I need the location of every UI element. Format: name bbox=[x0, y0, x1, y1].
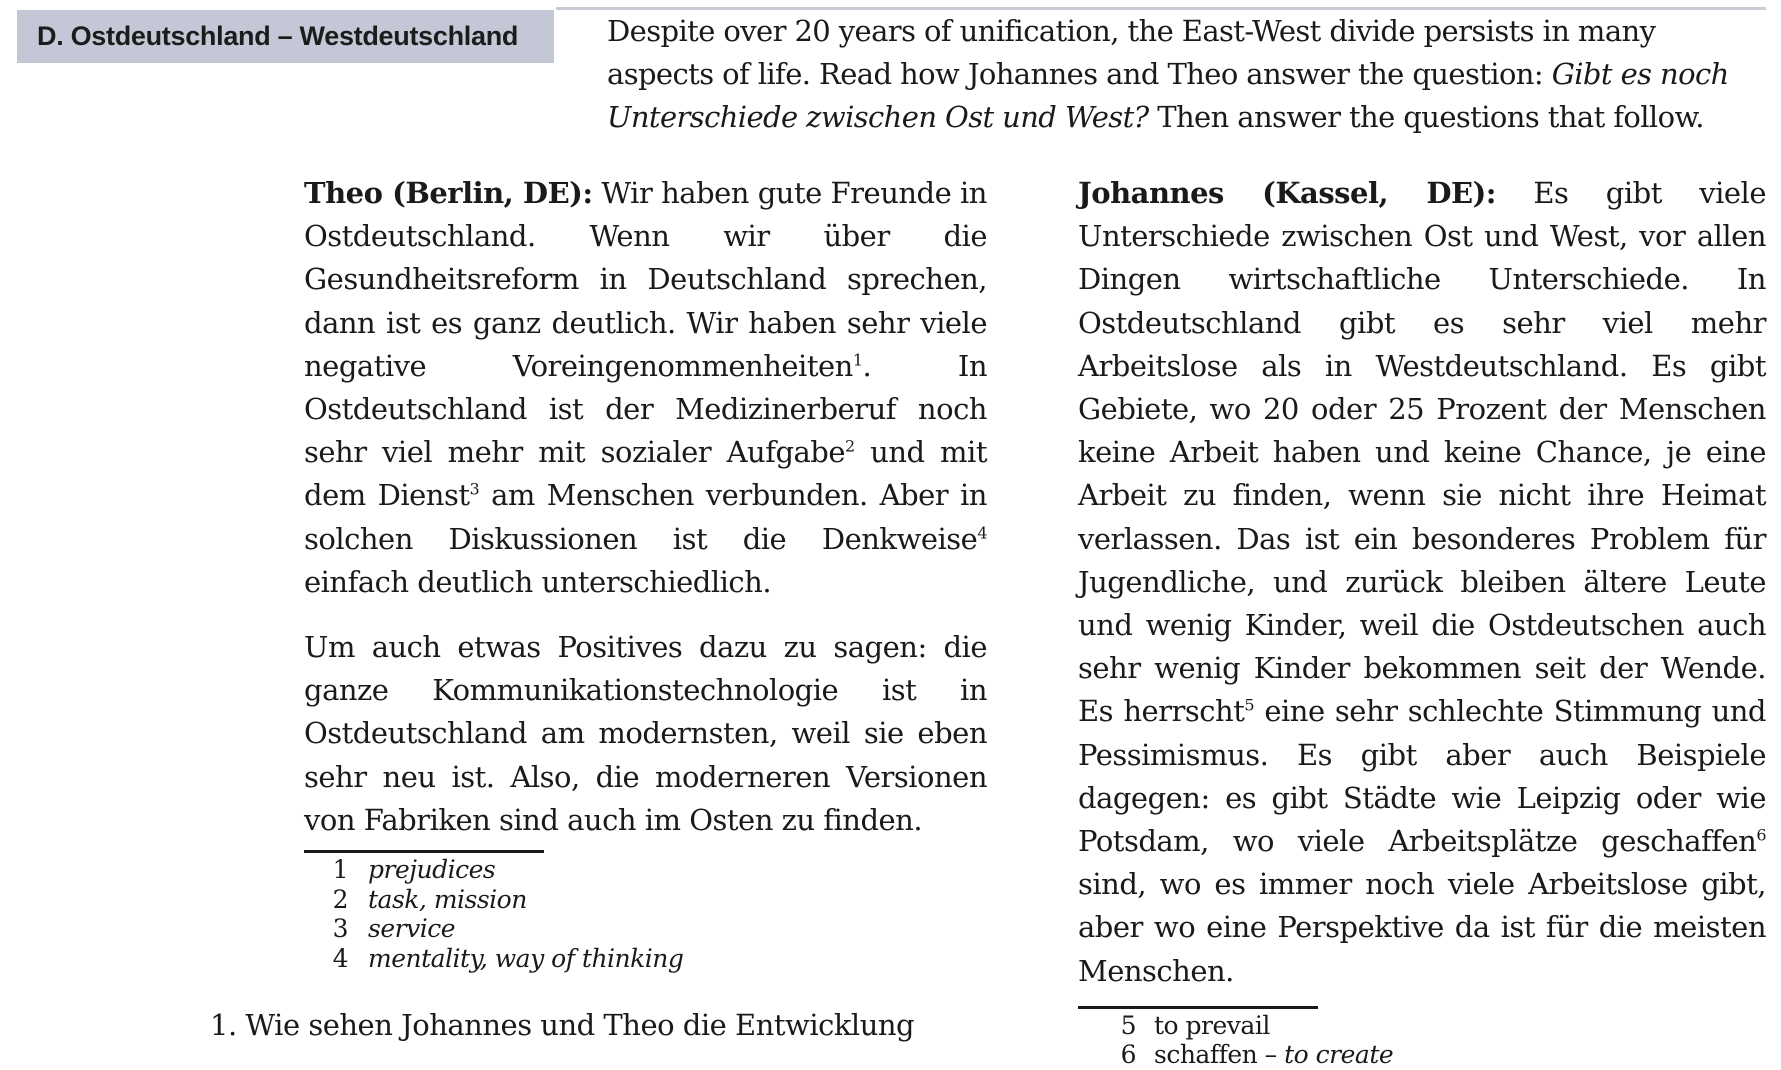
theo-paragraph-2: Um auch etwas Positives dazu zu sagen: die ganze Kommunikationstechnologie ist in Ostdeutschland am modernsten, weil sie eben sehr neu ist. Also, die moderneren Versionen von Fabriken sind auch im Osten zu finden. bbox=[304, 630, 987, 837]
footnote-ref: 6 bbox=[1756, 825, 1766, 845]
footnote-text-plain: schaffen – bbox=[1154, 1040, 1285, 1070]
theo-column bbox=[304, 172, 987, 973]
theo-paragraph-1 bbox=[304, 172, 987, 604]
footnote-number: 6 bbox=[1120, 1040, 1136, 1070]
footnote-rule bbox=[304, 850, 544, 853]
theo-text: am Menschen verbunden. Aber in solchen Diskussionen ist die Denkweise bbox=[304, 478, 987, 556]
johannes-column bbox=[1078, 172, 1766, 1070]
theo-footnotes bbox=[304, 855, 987, 973]
theo-text: und mit dem Dienst bbox=[304, 435, 987, 513]
footnote-number: 1 bbox=[332, 855, 348, 885]
footnote-text bbox=[1154, 1040, 1393, 1070]
footnote-text-italic: to create bbox=[1284, 1040, 1394, 1070]
footnote-text: to prevail bbox=[1154, 1010, 1270, 1040]
johannes-footnotes bbox=[1078, 1011, 1766, 1070]
theo-speaker: Theo (Berlin, DE): bbox=[304, 176, 593, 210]
footnote-rule bbox=[1078, 1006, 1318, 1009]
footnote bbox=[304, 944, 987, 974]
intro-question: Gibt es noch Unterschiede zwischen Ost und West? bbox=[607, 57, 1729, 134]
theo-text: Wir haben gute Freunde in Ostdeutschland. Wenn wir über die Gesundheitsreform in Deutschland sprechen, dann ist es ganz deutlich. Wir haben sehr viele negative Voreingenommenheiten bbox=[304, 176, 987, 383]
question-1: 1. Wie sehen Johannes und Theo die Entwicklung bbox=[210, 1008, 915, 1042]
footnote-ref: 4 bbox=[977, 522, 987, 542]
footnote-text: prejudices bbox=[368, 855, 496, 885]
theo-text: . In Ostdeutschland ist der Medizinerberuf noch sehr viel mehr mit sozialer Aufgabe bbox=[304, 348, 987, 470]
section-title: D. Ostdeutschland – Westdeutschland bbox=[17, 10, 554, 63]
footnote bbox=[304, 914, 987, 944]
footnote-number: 3 bbox=[332, 914, 348, 944]
footnote-ref: 5 bbox=[1244, 695, 1255, 715]
johannes-text: Es gibt viele Unterschiede zwischen Ost und West, vor allen Dingen wirtschaftliche Unterschiede. In Ostdeutschland gibt es sehr viel mehr Arbeitslose als in Westdeutschland. Es gibt Gebiete, wo 20 oder 25 Prozent der Menschen keine Arbeit haben und keine Chance, je eine Arbeit zu finden, wenn sie nicht ihre Heimat verlassen. Das ist ein besonderes Problem für Jugendliche, und zurück bleiben ältere Leute und wenig Kinder, weil die Ostdeutschen auch sehr wenig Kinder bekommen seit der Wende. Es herrscht bbox=[1078, 176, 1766, 729]
johannes-text: sind, wo es immer noch viele Arbeitslose gibt, aber wo eine Perspektive da ist für die meisten Menschen. bbox=[1078, 867, 1766, 988]
footnote-ref: 2 bbox=[845, 436, 855, 456]
footnote-text: service bbox=[368, 914, 455, 944]
intro-text: Despite over 20 years of unification, the East-West divide persists in many aspects of life. Read how Johannes and Theo answer the question: bbox=[607, 14, 1656, 91]
footnote-number: 5 bbox=[1120, 1010, 1136, 1040]
footnote-text: mentality, way of thinking bbox=[368, 943, 684, 973]
footnote-ref: 1 bbox=[852, 350, 863, 370]
footnote-number: 4 bbox=[332, 943, 348, 973]
johannes-speaker: Johannes (Kassel, DE): bbox=[1078, 176, 1496, 210]
footnote bbox=[1078, 1040, 1766, 1070]
intro-paragraph bbox=[607, 10, 1767, 139]
footnote-number: 2 bbox=[332, 884, 348, 914]
footnote bbox=[304, 885, 987, 915]
footnote-ref: 3 bbox=[469, 479, 480, 499]
johannes-text: eine sehr schlechte Stimmung und Pessimismus. Es gibt aber auch Beispiele dagegen: es gibt Städte wie Leipzig oder wie Potsdam, wo viele Arbeitsplätze geschaffen bbox=[1078, 694, 1766, 859]
theo-text: einfach deutlich unterschiedlich. bbox=[304, 564, 772, 599]
footnote-text: task, mission bbox=[368, 884, 527, 914]
intro-text-end: Then answer the questions that follow. bbox=[1148, 100, 1704, 134]
johannes-paragraph bbox=[1078, 172, 1766, 993]
footnote bbox=[304, 855, 987, 885]
